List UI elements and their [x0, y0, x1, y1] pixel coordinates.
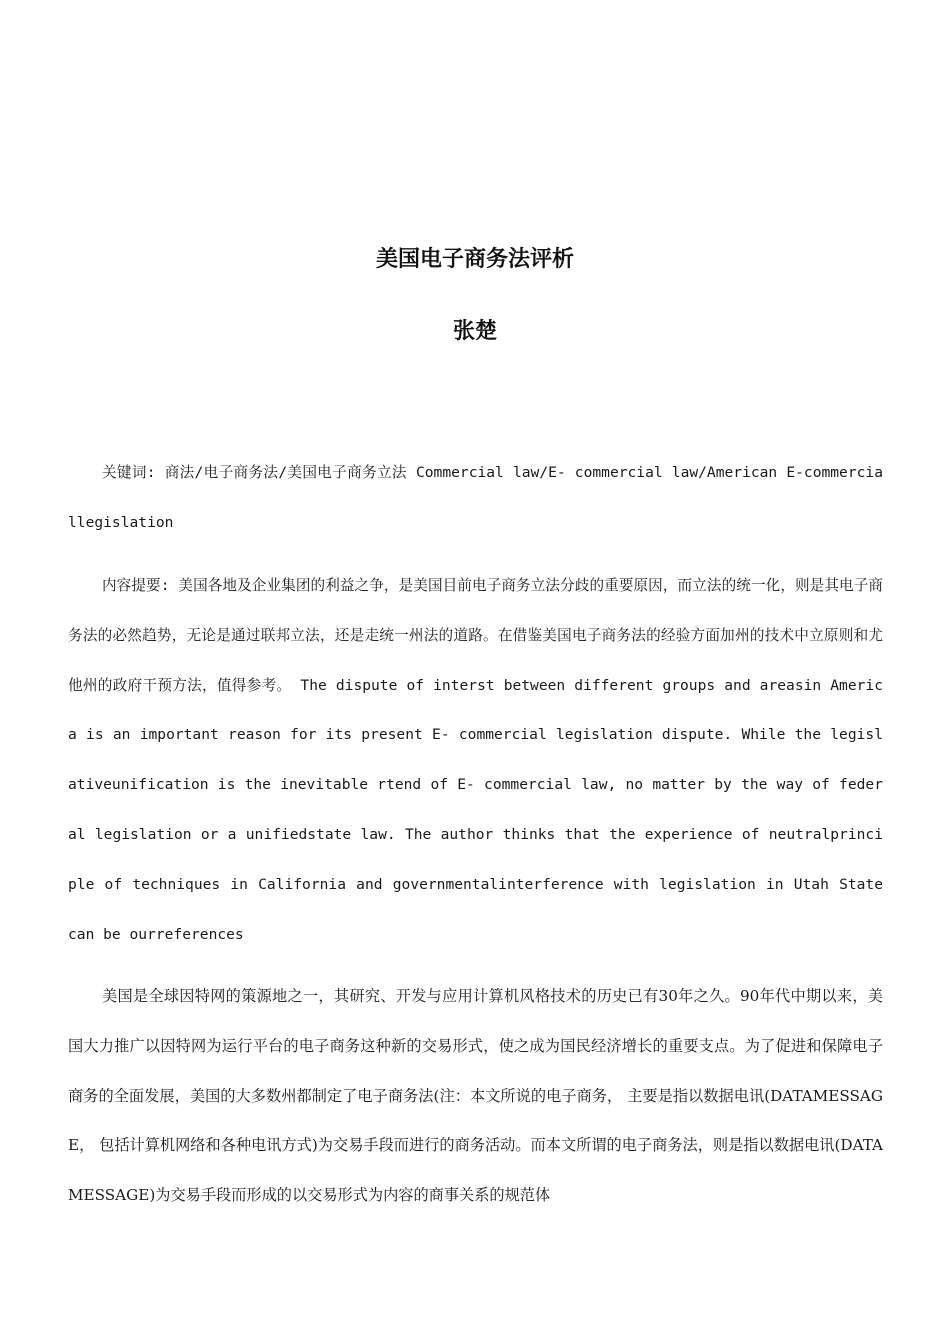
abstract-paragraph: 内容提要: 美国各地及企业集团的利益之争，是美国目前电子商务立法分歧的重要原因，而立法的统一化，则是其电子商务法的必然趋势，无论是通过联邦立法，还是走统一州法的道路。在借鉴美国电子商务法的经验方面加州的技术中立原则和尤他州的政府干预方法，值得参考。 The dispute of interst between different groups and areasin America is an important reason for its present E- commercial legislation dispute. While the legislativeunification is the inevitable rtend of E- commercial law, no matter by the way of federal legislation or a unifiedstate law. The author thinks that the experience of neutralprinciple of techniques in California and governmentalinterference with legislation in Utah State can be ourreferences — [68, 577, 883, 943]
body-paragraph: 美国是全球因特网的策源地之一，其研究、开发与应用计算机风格技术的历史已有30年之久。90年代中期以来，美国大力推广以因特网为运行平台的电子商务这种新的交易形式，使之成为国民经济增长的重要支点。为了促进和保障电子商务的全面发展，美国的大多数州都制定了电子商务法(注：本文所说的电子商务， 主要是指以数据电讯(DATAMESSAGE， 包括计算机网络和各种电讯方式)为交易手段而进行的商务活动。而本文所谓的电子商务法，则是指以数据电讯(DATA MESSAGE)为交易手段而形成的以交易形式为内容的商事关系的规范体 — [68, 987, 883, 1205]
document-title: 美国电子商务法评析 — [375, 247, 574, 272]
keywords-paragraph: 关键词: 商法/电子商务法/美国电子商务立法 Commercial law/E- commercial law/American E-commerciallegislation — [68, 464, 883, 531]
document-author: 张楚 — [452, 319, 497, 344]
